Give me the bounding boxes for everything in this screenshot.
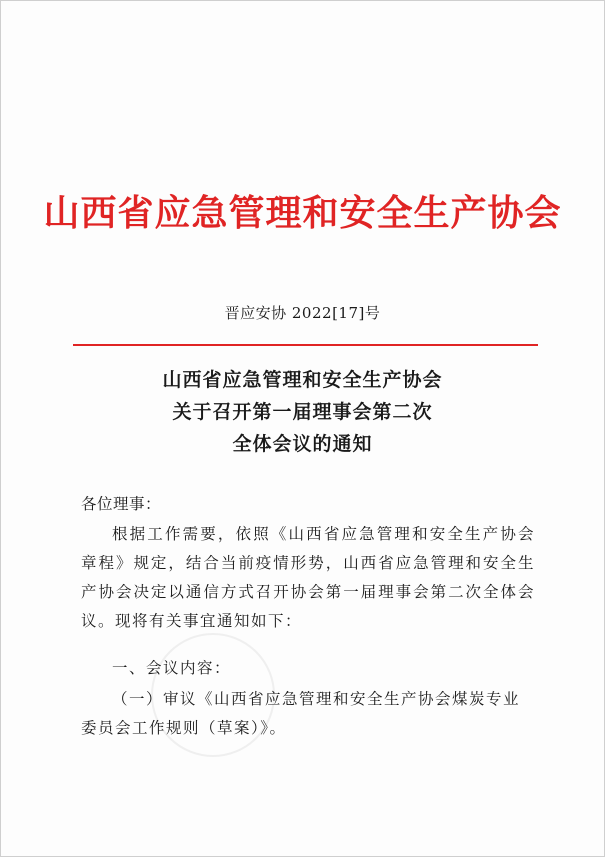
salutation: 各位理事： bbox=[81, 495, 162, 513]
notice-title-line-1: 山西省应急管理和安全生产协会 bbox=[162, 369, 443, 391]
notice-title-line-3: 全体会议的通知 bbox=[232, 433, 373, 455]
document-number: 晋应安协 2022[17]号 bbox=[224, 304, 381, 322]
red-divider-line bbox=[73, 344, 538, 346]
section-heading-1: 一、会议内容： bbox=[112, 659, 232, 677]
agenda-item-1: （一）审议《山西省应急管理和安全生产协会煤炭专业委员会工作规则（草案）》。 bbox=[81, 690, 521, 737]
header-organization-title: 山西省应急管理和安全生产协会 bbox=[43, 192, 562, 234]
notice-title-line-2: 关于召开第一届理事会第二次 bbox=[172, 401, 433, 423]
body-paragraph-1: 根据工作需要，依照《山西省应急管理和安全生产协会章程》规定，结合当前疫情形势，山西省应急管理和安全生产协会决定以通信方式召开协会第一届理事会第二次全体会议。现将有关事宜通知如下： bbox=[81, 525, 535, 630]
